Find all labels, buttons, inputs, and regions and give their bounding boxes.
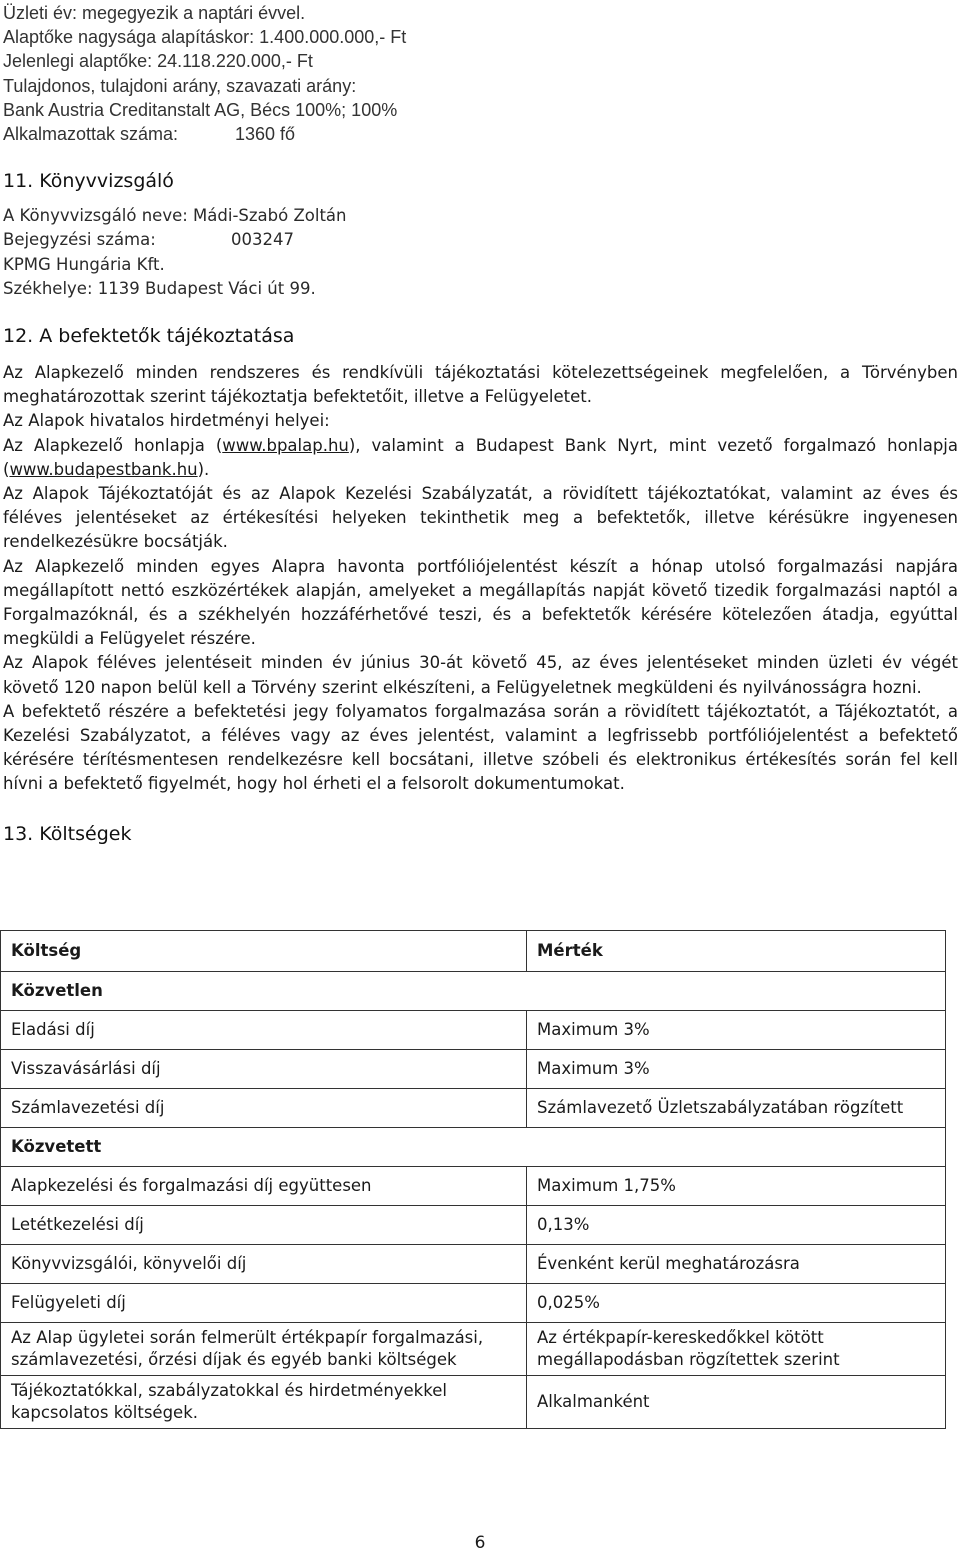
cost-value: Maximum 3% bbox=[527, 1011, 946, 1050]
costs-table bbox=[0, 930, 946, 1429]
cost-value: Maximum 1,75% bbox=[527, 1167, 946, 1206]
table-row bbox=[1, 1050, 946, 1089]
investor-information bbox=[3, 361, 958, 797]
paragraph: Az Alapok Tájékoztatóját és az Alapok Kezelési Szabályzatát, a rövidített tájékoztatókat, valamint az éves és féléves jelentéseket az értékesítési helyeken tekinthetik meg a befektetők, illetve kérésükre ingyenesen rendelkezésükre bocsátják. bbox=[3, 484, 958, 552]
initial-capital: Alaptőke nagysága alapításkor: 1.400.000.000,- Ft bbox=[3, 27, 407, 48]
registration-label: Bejegyzési száma: bbox=[3, 230, 156, 250]
cost-name: Visszavásárlási díj bbox=[1, 1050, 527, 1089]
section-11-heading: 11. Könyvvizsgáló bbox=[3, 170, 174, 193]
table-row bbox=[1, 1376, 946, 1429]
cost-name: Számlavezetési díj bbox=[1, 1089, 527, 1128]
table-header-row bbox=[1, 931, 946, 972]
budapestbank-link[interactable]: www.budapestbank.hu bbox=[9, 459, 198, 479]
text-fragment: Az Alapkezelő honlapja ( bbox=[3, 435, 223, 455]
table-row bbox=[1, 1206, 946, 1245]
cost-name: Az Alap ügyletei során felmerült értékpapír forgalmazási, számlavezetési, őrzési díjak és egyéb banki költségek bbox=[1, 1323, 527, 1376]
cost-value: 0,13% bbox=[527, 1206, 946, 1245]
cost-name: Alapkezelési és forgalmazási díj együttesen bbox=[1, 1167, 527, 1206]
paragraph: Az Alapkezelő minden egyes Alapra havonta portfóliójelentést készít a hónap utolsó forgalmazási napjára megállapított nettó eszközértékek alapján, amelyeket a megállapítás napját követő tizedik forgalmazási naptól a Forgalmazóknál, és a székhelyén hozzáférhetővé teszi, és a befektetők kérésére kötelezően átadja, egyúttal megküldi a Felügyelet részére. bbox=[3, 556, 958, 649]
cost-name: Felügyeleti díj bbox=[1, 1284, 527, 1323]
paragraph: A befektető részére a befektetési jegy folyamatos forgalmazása során a rövidített tájékoztatót, a Tájékoztatót, a Kezelési Szabályzatot, a féléves vagy az éves jelentést, valamint a legfrissebb portfóliójelentést a befektető kérésére térítésmentesen rendelkezésre kell bocsátani, illetve szóbeli és elektronikus értékesítés során fel kell hívni a befektető figyelmét, hogy hol érheti el a felsorolt dokumentumokat. bbox=[3, 701, 958, 794]
employees bbox=[3, 122, 958, 146]
auditor-company: KPMG Hungária Kft. bbox=[3, 254, 165, 274]
paragraph: Az Alapok féléves jelentéseit minden év június 30-át követő 45, az éves jelentéseket minden üzleti év végét követő 120 napon belül kell a Törvény szerint elkészíteni, a Felügyeletnek megküldeni és nyilvánosságra hozni. bbox=[3, 653, 958, 697]
table-row bbox=[1, 1284, 946, 1323]
header-cost: Költség bbox=[1, 931, 527, 972]
bpalap-link[interactable]: www.bpalap.hu bbox=[222, 435, 349, 455]
auditor-name: A Könyvvizsgáló neve: Mádi-Szabó Zoltán bbox=[3, 206, 347, 226]
group-label-direct: Közvetlen bbox=[1, 972, 946, 1011]
employees-value: 1360 fő bbox=[235, 124, 296, 145]
table-row bbox=[1, 1245, 946, 1284]
paragraph: Az Alapkezelő minden rendszeres és rendkívüli tájékoztatási kötelezettségeinek megfelelően, a Törvényben meghatározottak szerint tájékoztatja befektetőit, illetve a Felügyeletet. bbox=[3, 363, 958, 407]
auditor-info bbox=[3, 204, 958, 301]
company-info bbox=[3, 0, 958, 146]
text-fragment: ), valamint a Budapest Bank Nyrt, mint vezető forgalmazó honlapja ( bbox=[3, 435, 958, 479]
document-page bbox=[3, 0, 958, 845]
cost-name: Tájékoztatókkal, szabályzatokkal és hirdetményekkel kapcsolatos költségek. bbox=[1, 1376, 527, 1429]
table-row bbox=[1, 1011, 946, 1050]
auditor-address: Székhelye: 1139 Budapest Váci út 99. bbox=[3, 278, 316, 298]
cost-name: Eladási díj bbox=[1, 1011, 527, 1050]
current-capital: Jelenlegi alaptőke: 24.118.220.000,- Ft bbox=[3, 51, 313, 72]
employees-label: Alkalmazottak száma: bbox=[3, 124, 179, 145]
registration-value: 003247 bbox=[231, 230, 294, 250]
text-fragment: ). bbox=[197, 459, 210, 479]
table-row bbox=[1, 1089, 946, 1128]
owner-label: Tulajdonos, tulajdoni arány, szavazati arány: bbox=[3, 75, 357, 96]
cost-value: Alkalmanként bbox=[527, 1376, 946, 1429]
table-row bbox=[1, 1167, 946, 1206]
section-12-heading: 12. A befektetők tájékoztatása bbox=[3, 325, 295, 348]
page-number: 6 bbox=[474, 1533, 486, 1553]
auditor-registration bbox=[3, 228, 958, 252]
fiscal-year: Üzleti év: megegyezik a naptári évvel. bbox=[3, 3, 306, 23]
owner-value: Bank Austria Creditanstalt AG, Bécs 100%; 100% bbox=[3, 99, 398, 120]
group-row-direct bbox=[1, 972, 946, 1011]
header-measure: Mérték bbox=[527, 931, 946, 972]
group-label-indirect: Közvetett bbox=[1, 1128, 946, 1167]
paragraph-links bbox=[3, 434, 958, 482]
group-row-indirect bbox=[1, 1128, 946, 1167]
cost-value: Maximum 3% bbox=[527, 1050, 946, 1089]
cost-value: Évenként kerül meghatározásra bbox=[527, 1245, 946, 1284]
cost-value: Számlavezető Üzletszabályzatában rögzített bbox=[527, 1089, 946, 1128]
table-row bbox=[1, 1323, 946, 1376]
section-13-heading: 13. Költségek bbox=[3, 822, 132, 845]
cost-name: Könyvvizsgálói, könyvelői díj bbox=[1, 1245, 527, 1284]
cost-value: Az értékpapír-kereskedőkkel kötött megállapodásban rögzítettek szerint bbox=[527, 1323, 946, 1376]
paragraph: Az Alapok hivatalos hirdetményi helyei: bbox=[3, 411, 330, 431]
cost-name: Letétkezelési díj bbox=[1, 1206, 527, 1245]
cost-value: 0,025% bbox=[527, 1284, 946, 1323]
